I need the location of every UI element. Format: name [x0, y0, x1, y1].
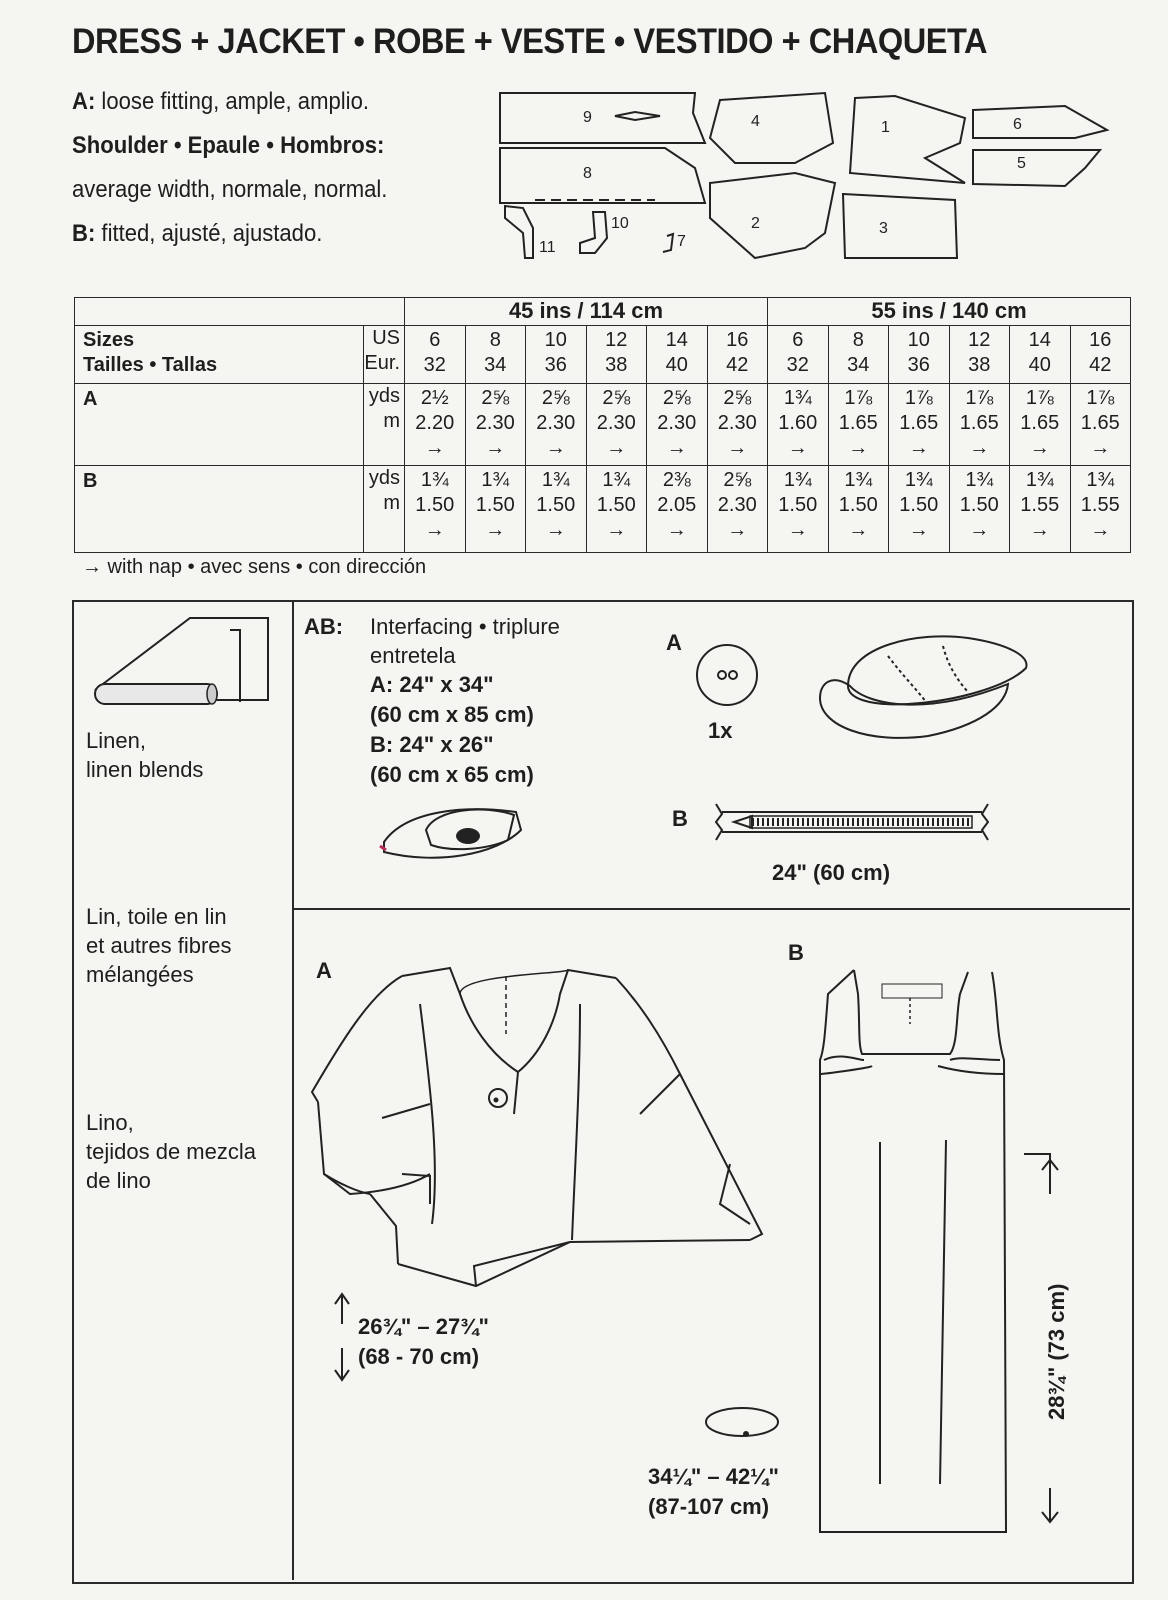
sizes-row — [75, 325, 1131, 383]
nap-arrow: → — [727, 436, 748, 459]
m-value: 1.50 — [959, 494, 999, 517]
piece-label-1: 1 — [881, 119, 890, 136]
nap-arrow: → — [908, 436, 929, 459]
size-cell — [889, 325, 950, 383]
eur-size: 32 — [786, 353, 809, 376]
yds-value: 1¾ — [904, 469, 933, 492]
button-view-label: A — [666, 630, 682, 655]
eur-size: 32 — [423, 353, 446, 376]
yds-value: 2⅝ — [723, 469, 752, 492]
jacket-illustration — [310, 964, 780, 1304]
yardage-cell — [647, 466, 708, 553]
unit-cell — [364, 466, 405, 553]
yardage-cell — [586, 466, 647, 553]
interfacing-b-size: B: 24" x 26" — [370, 732, 494, 757]
eur-label: Eur. — [364, 351, 400, 374]
us-size: 16 — [726, 328, 749, 351]
pattern-piece-4 — [710, 93, 833, 163]
fabric-es-line1: Lino, — [86, 1110, 134, 1135]
size-cell — [647, 325, 708, 383]
interfacing-line2: entretela — [370, 643, 456, 668]
fabric-es-line2: tejidos de mezcla — [86, 1139, 256, 1164]
nap-arrow: → — [485, 436, 506, 459]
us-size: 6 — [429, 328, 441, 351]
piece-label-6: 6 — [1013, 116, 1022, 133]
yardage-cell — [405, 383, 466, 466]
m-value: 2.20 — [415, 411, 455, 434]
m-value: 1.50 — [838, 494, 878, 517]
size-cell — [405, 325, 466, 383]
size-cell — [526, 325, 587, 383]
yds-value: 2⅜ — [662, 469, 691, 492]
yds-value: 1¾ — [420, 469, 449, 492]
yds-value: 2½ — [420, 386, 449, 409]
pattern-piece-3 — [843, 194, 957, 258]
view-b-label: B — [788, 940, 804, 965]
m-value: 1.65 — [959, 411, 999, 434]
view-a-fit — [72, 88, 369, 116]
eur-size: 42 — [726, 353, 749, 376]
m-value: 1.50 — [596, 494, 636, 517]
nap-arrow: → — [969, 519, 990, 542]
m-value: 2.30 — [717, 494, 757, 517]
m-value: 1.60 — [778, 411, 818, 434]
size-cell — [828, 325, 889, 383]
us-size: 14 — [665, 328, 688, 351]
hip-measure-imperial: 34¼" – 42¼" — [648, 1464, 779, 1489]
yardage-cell — [405, 466, 466, 553]
yardage-row-b — [75, 466, 1131, 553]
nap-arrow: → — [787, 519, 808, 542]
yds-value: 1¾ — [541, 469, 570, 492]
corner-cell — [75, 298, 405, 326]
yardage-cell — [465, 383, 526, 466]
jacket-length-imperial: 26¾" – 27¾" — [358, 1314, 489, 1339]
hip-measure-icon — [702, 1404, 782, 1444]
sizes-label-translated: Tailles • Tallas — [83, 353, 218, 376]
yds-value: 1⅞ — [844, 386, 873, 409]
yds-value: 2⅝ — [602, 386, 631, 409]
size-cell — [586, 325, 647, 383]
size-cell — [707, 325, 768, 383]
yardage-cell — [828, 383, 889, 466]
dress-illustration — [810, 964, 1010, 1538]
yardage-cell — [647, 383, 708, 466]
yds-value: 1¾ — [602, 469, 631, 492]
interfacing-line1: Interfacing • triplure — [370, 614, 560, 639]
piece-label-3: 3 — [879, 220, 888, 237]
notions-ab-label: AB: — [304, 614, 344, 639]
yds-value: 1¾ — [965, 469, 994, 492]
fabric-en-line1: Linen, — [86, 728, 146, 753]
button-icon — [692, 640, 762, 710]
yardage-cell — [707, 466, 768, 553]
sizes-label-cell — [75, 325, 364, 383]
shoulder-heading: Shoulder • Epaule • Hombros: — [72, 132, 385, 159]
m-value: 1.55 — [1080, 494, 1120, 517]
yardage-cell — [526, 383, 587, 466]
m-value: 1.50 — [475, 494, 515, 517]
panel-divider-vertical — [292, 600, 294, 1580]
yardage-table — [74, 297, 1131, 553]
us-label: US — [372, 326, 400, 349]
yardage-cell — [1010, 383, 1071, 466]
piece-label-10: 10 — [611, 215, 629, 232]
pattern-pieces-diagram — [495, 88, 1115, 268]
view-label-cell: B — [75, 466, 364, 553]
m-value: 2.30 — [475, 411, 515, 434]
m-label: m — [383, 492, 400, 515]
us-size: 8 — [852, 328, 864, 351]
yardage-cell — [586, 383, 647, 466]
yds-value: 1¾ — [1086, 469, 1115, 492]
us-size: 10 — [907, 328, 930, 351]
interfacing-a-metric: (60 cm x 85 cm) — [370, 702, 534, 727]
yds-value: 1¾ — [783, 386, 812, 409]
fabric-es-line3: de lino — [86, 1168, 151, 1193]
yardage-cell — [1070, 383, 1131, 466]
fabric-fr-line3: mélangées — [86, 962, 194, 987]
us-size: 8 — [489, 328, 501, 351]
shoulder-pad-icon — [808, 626, 1038, 756]
nap-arrow: → — [969, 436, 990, 459]
yardage-cell — [707, 383, 768, 466]
yardage-cell — [1010, 466, 1071, 553]
us-size: 14 — [1028, 328, 1051, 351]
yds-value: 1¾ — [844, 469, 873, 492]
fabric-fr-line1: Lin, toile en lin — [86, 904, 227, 929]
m-value: 1.65 — [899, 411, 939, 434]
nap-arrow: → — [485, 519, 506, 542]
fabric-en-line2: linen blends — [86, 757, 204, 782]
size-cell — [949, 325, 1010, 383]
shoulder-width: average width, normale, normal. — [72, 176, 388, 203]
yds-value: 2⅝ — [481, 386, 510, 409]
pattern-piece-9 — [500, 93, 705, 143]
view-a-label: A — [316, 958, 332, 983]
eur-size: 36 — [907, 353, 930, 376]
nap-arrow: → — [545, 519, 566, 542]
pattern-piece-10 — [580, 212, 607, 253]
panel-divider-horizontal — [292, 908, 1130, 910]
pattern-piece-1 — [850, 96, 965, 183]
nap-note: → with nap • avec sens • con dirección — [82, 556, 427, 578]
width-55-header: 55 ins / 140 cm — [768, 298, 1131, 326]
yds-label: yds — [368, 467, 400, 490]
m-value: 2.30 — [596, 411, 636, 434]
pattern-piece-8 — [500, 148, 705, 203]
view-a-key: A: — [72, 88, 96, 115]
nap-arrow: → — [545, 436, 566, 459]
yardage-cell — [465, 466, 526, 553]
nap-arrow: → — [1029, 436, 1050, 459]
m-value: 1.50 — [415, 494, 455, 517]
pattern-piece-2 — [710, 173, 835, 258]
view-b-key: B: — [72, 220, 96, 247]
yardage-cell — [949, 383, 1010, 466]
hip-measure-metric: (87-107 cm) — [648, 1494, 770, 1519]
yardage-cell — [889, 466, 950, 553]
m-value: 1.65 — [838, 411, 878, 434]
us-size: 12 — [605, 328, 628, 351]
button-quantity: 1x — [708, 718, 733, 743]
fabric-fr-line2: et autres fibres — [86, 933, 232, 958]
jacket-length-metric: (68 - 70 cm) — [358, 1344, 480, 1369]
yardage-cell — [889, 383, 950, 466]
unit-cell — [364, 383, 405, 466]
m-value: 2.30 — [536, 411, 576, 434]
view-b-fit — [72, 220, 322, 248]
eur-size: 36 — [544, 353, 567, 376]
eur-size: 34 — [847, 353, 870, 376]
yardage-cell — [768, 383, 829, 466]
nap-arrow: → — [1090, 519, 1111, 542]
us-size: 12 — [968, 328, 991, 351]
eur-size: 40 — [1028, 353, 1051, 376]
width-45-header: 45 ins / 114 cm — [405, 298, 768, 326]
nap-arrow: → — [727, 519, 748, 542]
nap-arrow: → — [666, 519, 687, 542]
us-size: 16 — [1089, 328, 1112, 351]
yds-value: 1¾ — [1025, 469, 1054, 492]
m-value: 1.50 — [778, 494, 818, 517]
m-value: 1.55 — [1020, 494, 1060, 517]
yds-value: 1⅞ — [904, 386, 933, 409]
yds-value: 1¾ — [481, 469, 510, 492]
yds-label: yds — [368, 384, 400, 407]
interfacing-a-size: A: 24" x 34" — [370, 672, 494, 697]
yardage-row-a — [75, 383, 1131, 466]
jacket-length-arrows — [330, 1290, 354, 1386]
m-value: 1.65 — [1020, 411, 1060, 434]
yds-value: 2⅝ — [541, 386, 570, 409]
m-value: 1.65 — [1080, 411, 1120, 434]
zipper-view-label: B — [672, 806, 688, 831]
eur-size: 42 — [1089, 353, 1112, 376]
yds-value: 1¾ — [783, 469, 812, 492]
yardage-cell — [949, 466, 1010, 553]
eur-size: 40 — [665, 353, 688, 376]
m-value: 2.05 — [657, 494, 697, 517]
piece-label-7: 7 — [677, 233, 686, 250]
eur-size: 38 — [605, 353, 628, 376]
m-value: 2.30 — [717, 411, 757, 434]
piece-label-4: 4 — [751, 113, 760, 130]
pattern-piece-7 — [663, 234, 673, 252]
yds-value: 2⅝ — [662, 386, 691, 409]
view-label-cell: A — [75, 383, 364, 466]
fabric-bolt-icon — [90, 610, 275, 720]
m-value: 2.30 — [657, 411, 697, 434]
eur-size: 38 — [968, 353, 991, 376]
yds-value: 1⅞ — [965, 386, 994, 409]
m-value: 1.50 — [536, 494, 576, 517]
size-cell — [465, 325, 526, 383]
yds-value: 1⅞ — [1086, 386, 1115, 409]
m-value: 1.50 — [899, 494, 939, 517]
nap-arrow: → — [908, 519, 929, 542]
page-title: DRESS + JACKET • ROBE + VESTE • VESTIDO + CHAQUETA — [72, 22, 988, 61]
size-cell — [768, 325, 829, 383]
zipper-icon — [712, 800, 994, 844]
view-a-fit-text: loose fitting, ample, amplio. — [95, 88, 369, 115]
view-b-fit-text: fitted, ajusté, ajustado. — [95, 220, 323, 247]
us-size: 6 — [792, 328, 804, 351]
size-cell — [1070, 325, 1131, 383]
zipper-length: 24" (60 cm) — [772, 860, 891, 885]
nap-arrow: → — [1029, 519, 1050, 542]
nap-arrow: → — [1090, 436, 1111, 459]
pattern-piece-11 — [505, 206, 533, 258]
nap-arrow: → — [666, 436, 687, 459]
yds-value: 1⅞ — [1025, 386, 1054, 409]
piece-label-9: 9 — [583, 109, 592, 126]
piece-label-8: 8 — [583, 165, 592, 182]
nap-arrow: → — [606, 519, 627, 542]
nap-arrow: → — [424, 436, 445, 459]
piece-label-11: 11 — [539, 239, 556, 256]
us-size: 10 — [544, 328, 567, 351]
yardage-cell — [526, 466, 587, 553]
nap-arrow: → — [606, 436, 627, 459]
pattern-piece-6 — [973, 106, 1107, 138]
iron-icon — [376, 800, 526, 870]
size-system-cell — [364, 325, 405, 383]
yardage-cell — [828, 466, 889, 553]
size-cell — [1010, 325, 1071, 383]
sizes-label: Sizes — [83, 328, 135, 351]
piece-label-5: 5 — [1017, 155, 1026, 172]
nap-arrow: → — [848, 519, 869, 542]
yds-value: 2⅝ — [723, 386, 752, 409]
nap-arrow: → — [848, 436, 869, 459]
eur-size: 34 — [484, 353, 507, 376]
dress-length: 28¾" (73 cm) — [1044, 1283, 1069, 1420]
width-header-row — [75, 298, 1131, 326]
m-label: m — [383, 409, 400, 432]
interfacing-b-metric: (60 cm x 65 cm) — [370, 762, 534, 787]
nap-arrow: → — [787, 436, 808, 459]
yardage-cell — [1070, 466, 1131, 553]
nap-arrow: → — [424, 519, 445, 542]
pattern-piece-5 — [973, 150, 1100, 186]
yardage-cell — [768, 466, 829, 553]
piece-label-2: 2 — [751, 215, 760, 232]
